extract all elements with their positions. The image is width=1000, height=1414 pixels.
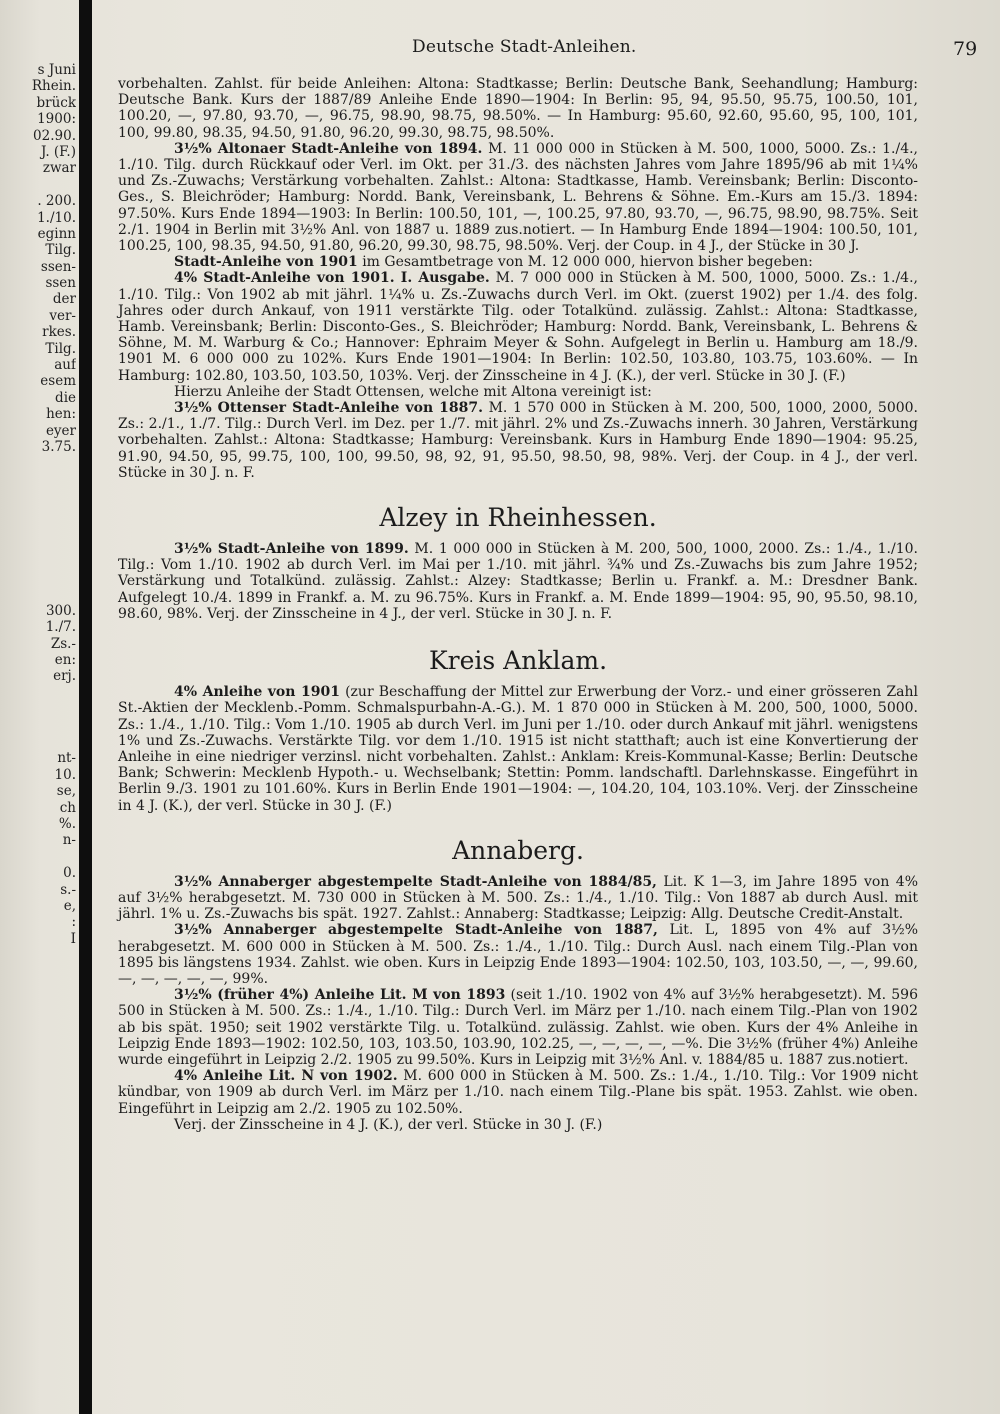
- margin-fragment: 1900:: [37, 111, 76, 128]
- margin-fragment: [0, 505, 76, 521]
- bond-heading: 4% Stadt-Anleihe von 1901. I. Ausgabe.: [174, 270, 490, 287]
- margin-fragment: die: [55, 389, 76, 406]
- section-title-annaberg: Annaberg.: [452, 835, 584, 865]
- paragraph: 4% Anleihe von 1901 (zur Beschaffung der Mittel zur Erwerbung der Vorz.- und einer grösseren Zahl St.-Aktien der Mecklenb.-Pomm. Schmalspurbahn-A.-G.). M. 1 870 000 in Stücken à M. 200, 500, 1000, 5000. Zs.: 1./4., 1./10. Tilg.: Vom 1./10. 1905 ab durch Verl. im Juni per 1./10. oder durch Ankauf mit jährl. wenigstens 1% und Zs.-Zuwachs. Verstärkte Tilg. vor dem 1./10. 1915 ist nicht statthaft; auch ist eine Konvertierung der Anleihe in eine niedriger verzinsl. nicht vorbehalten. Zahlst.: Anklam: Kreis-Kommunal-Kasse; Berlin: Deutsche Bank; Schwerin: Mecklenb Hypoth.- u. Wechselbank; Stettin: Pomm. landschaftl. Darlehnskasse. Eingeführt in Berlin 9./3. 1901 zu 101.60%. Kurs in Berlin Ende 1901—1904: —, 104.20, 104, 103.10%. Verj. der Zinsscheine in 4 J. (K.), der verl. Stücke in 30 J. (F.): [118, 684, 919, 814]
- bond-heading: 3½% Ottenser Stadt-Anleihe von 1887.: [174, 400, 483, 417]
- bond-heading: 3½% Altonaer Stadt-Anleihe von 1894.: [174, 140, 483, 157]
- margin-fragment: [0, 177, 76, 193]
- bond-heading: 3½% Annaberger abgestempelte Stadt-Anleihe von 1887,: [174, 922, 658, 939]
- paragraph: Hierzu Anleihe der Stadt Ottensen, welche mit Altona vereinigt ist:: [174, 383, 652, 400]
- margin-fragment: [0, 701, 76, 717]
- paragraph: 3½% Stadt-Anleihe von 1899. M. 1 000 000 in Stücken à M. 200, 500, 1000, 2000. Zs.: 1./4., 1./10. Tilg.: Vom 1./10. 1902 ab durch Verl. im Mai per 1./10. mit jährl. ¾% und Zs.-Zuwachs bis zum Jahre 1952; Verstärkung und Totalkünd. zulässig. Zahlst.: Alzey: Stadtkasse; Berlin u. Frankf. a. M.: Dresdner Bank. Aufgelegt 10./4. 1899 in Frankf. a. M. zu 96.75%. Kurs in Frankf. a. M. Ende 1899—1904: 95, 90, 95.50, 98.10, 98.60, 98%. Verj. der Zinsscheine in 4 J., der verl. Stücke in 30 J. n. F.: [118, 541, 918, 622]
- margin-fragment: s.-: [60, 881, 76, 898]
- paragraph: Stadt-Anleihe von 1901 im Gesamtbetrage von M. 12 000 000, hiervon bisher begeben:: [174, 254, 813, 271]
- margin-fragment: nt-: [57, 750, 76, 767]
- margin-fragment: 300.: [45, 602, 76, 619]
- previous-page-margin-fragments: [0, 62, 76, 947]
- margin-fragment: I: [70, 930, 76, 947]
- margin-fragment: [0, 472, 76, 488]
- margin-fragment: 1./7.: [45, 619, 76, 636]
- margin-fragment: [0, 587, 76, 603]
- margin-fragment: 3.75.: [41, 438, 76, 455]
- paragraph: 3½% Annaberger abgestempelte Stadt-Anleihe von 1884/85, Lit. K 1—3, im Jahre 1895 von 4% auf 3½% herabgesetzt. M. 730 000 in Stücken à M. 500. Zs.: 1./4., 1./10. Tilg.: Von 1887 ab durch Ausl. mit jährl. 1% u. Zs.-Zuwachs bis spät. 1927. Zahlst.: Annaberg: Stadtkasse; Leipzig: Allg. Deutsche Credit-Anstalt.: [118, 873, 919, 923]
- bond-heading: 4% Anleihe Lit. N von 1902.: [174, 1068, 398, 1085]
- margin-fragment: [0, 718, 76, 734]
- section-title-alzey: Alzey in Rheinhessen.: [379, 503, 657, 533]
- paragraph: 4% Anleihe Lit. N von 1902. M. 600 000 in Stücken à M. 500. Zs.: 1./4., 1./10. Tilg.: Vor 1909 nicht kündbar, von 1909 ab durch Verl. im März per 1./10. nach einem Tilg.-Plane bis spät. 1953. Zahlst. wie oben. Eingeführt in Leipzig am 2./2. 1905 zu 102.50%.: [118, 1068, 919, 1117]
- margin-fragment: [0, 685, 76, 701]
- margin-fragment: erj.: [53, 668, 76, 685]
- margin-fragment: hen:: [46, 406, 76, 423]
- paragraph: Verj. der Zinsscheine in 4 J. (K.), der verl. Stücke in 30 J. (F.): [174, 1116, 603, 1133]
- bond-heading: 4% Anleihe von 1901: [174, 684, 340, 701]
- paragraph: 3½% Annaberger abgestempelte Stadt-Anleihe von 1887, Lit. L, 1895 von 4% auf 3½% herabgesetzt. M. 600 000 in Stücken à M. 500. Zs.: 1./4., 1./10. Tilg.: Durch Ausl. nach einem Tilg.-Plan von 1895 bis längstens 1934. Zahlst. wie oben. Kurs in Leipzig Ende 1893—1904: 102.50, 103, 103.50, —, —, 99.60, —, —, —, —, —, 99%.: [118, 922, 918, 987]
- section-title-kreis-anklam: Kreis Anklam.: [428, 646, 608, 676]
- margin-fragment: Tilg.: [45, 340, 76, 357]
- margin-fragment: auf: [54, 357, 76, 374]
- margin-fragment: Rhein.: [31, 78, 76, 95]
- margin-fragment: s Juni: [37, 62, 76, 78]
- margin-fragment: 1./10.: [37, 209, 76, 226]
- margin-fragment: . 200.: [37, 193, 76, 210]
- margin-fragment: esem: [40, 373, 76, 390]
- margin-fragment: Tilg.: [45, 242, 76, 259]
- paragraph: 4% Stadt-Anleihe von 1901. I. Ausgabe. M. 7 000 000 in Stücken à M. 500, 1000, 5000. Zs.: 1./4., 1./10. Tilg.: Von 1902 ab mit jährl. 1¼% u. Zs.-Zuwachs durch Verl. im Okt. (zuerst 1902) per 1./4. des folg. Jahres oder durch Ankauf, von 1911 verstärkte Tilg. oder Totalkünd. zulässig. Zahlst.: Altona: Stadtkasse, Hamb. Vereinsbank; Berlin: Disconto-Ges., S. Bleichröder; Hamburg: Nordd. Bank, Vereinsbank, L. Behrens & Söhne, M. M. Warburg & Co.; Hannover: Ephraim Meyer & Sohn. Aufgelegt in Berlin u. Hamburg am 18./9. 1901 M. 6 000 000 zu 102%. Kurs Ende 1901—1904: In Berlin: 102.50, 103.80, 103.75, 103.60%. — In Hamburg: 102.80, 103.50, 103.50, 103%. Verj. der Zinsscheine in 4 J. (K.), der verl. Stücke in 30 J. (F.): [118, 270, 918, 384]
- margin-fragment: zwar: [42, 160, 76, 177]
- margin-fragment: :: [71, 914, 76, 931]
- book-gutter-shadow: [79, 0, 92, 1414]
- margin-fragment: J. (F.): [40, 143, 76, 160]
- margin-fragment: se,: [56, 783, 76, 800]
- margin-fragment: ssen-: [40, 258, 76, 275]
- margin-fragment: brück: [36, 94, 76, 111]
- paragraph: vorbehalten. Zahlst. für beide Anleihen: Altona: Stadtkasse; Berlin: Deutsche Bank, Seehandlung; Hamburg: Deutsche Bank. Kurs der 1887/89 Anleihe Ende 1890—1904: In Berlin: 95, 94, 95.50, 95.75, 100.50, 101, 100.20, —, 97.80, 93.70, —, 96.75, 98.90, 98.75, 98.50%. — In Hamburg: 95.60, 92.60, 95.60, 95, 100, 101, 100, 99.80, 98.35, 94.50, 91.80, 96.20, 99.30, 98.75, 98.50%.: [118, 76, 918, 141]
- page-number: 79: [953, 38, 978, 60]
- margin-fragment: [0, 554, 76, 570]
- margin-fragment: ch: [59, 799, 76, 816]
- margin-fragment: [0, 849, 76, 865]
- main-text-column: [118, 76, 918, 1133]
- margin-fragment: ver-: [49, 307, 76, 324]
- margin-fragment: eyer: [45, 422, 76, 439]
- margin-fragment: [0, 488, 76, 504]
- margin-fragment: Zs.-: [50, 635, 76, 652]
- margin-fragment: 02.90.: [33, 127, 76, 144]
- bond-heading: 3½% Annaberger abgestempelte Stadt-Anleihe von 1884/85,: [174, 873, 657, 890]
- paragraph: 3½% Altonaer Stadt-Anleihe von 1894. M. 11 000 000 in Stücken à M. 500, 1000, 5000. Zs.: 1./4., 1./10. Tilg. durch Rückkauf oder Verl. im Okt. per 31./3. des nächsten Jahres vom Jahre 1895/96 ab mit 1¼% und Zs.-Zuwachs; Verstärkung vorbehalten. Zahlst.: Altona: Stadtkasse, Hamb. Vereinsbank; Berlin: Disconto-Ges., S. Bleichröder; Hamburg: Nordd. Bank, Vereinsbank, L. Behrens & Söhne. Em.-Kurs am 15./3. 1894: 97.50%. Kurs Ende 1894—1903: In Berlin: 100.50, 101, —, 100.25, 97.80, 93.70, —, 96.75, 98.90, 98.75%. Seit 2./1. 1904 in Berlin mit 3½% Anl. von 1887 u. 1889 zus.notiert. — In Hamburg Ende 1894—1904: 100.50, 101, 100.25, 100, 98.35, 94.50, 91.80, 96.20, 99.30, 98.75, 98.50%. Verj. der Coup. in 4 J., der Stücke in 30 J.: [118, 140, 919, 255]
- margin-fragment: e,: [63, 897, 76, 914]
- bond-heading: 3½% (früher 4%) Anleihe Lit. M von 1893: [174, 987, 506, 1004]
- margin-fragment: eginn: [37, 225, 76, 242]
- margin-fragment: [0, 455, 76, 471]
- paragraph: 3½% (früher 4%) Anleihe Lit. M von 1893 (seit 1./10. 1902 von 4% auf 3½% herabgesetzt). M. 596 500 in Stücken à M. 500. Zs.: 1./4., 1./10. Tilg.: Durch Verl. im März per 1./10. nach einem Tilg.-Plan von 1902 ab bis spät. 1950; seit 1902 verstärkte Tilg. u. Totalkünd. zulässig. Zahlst. wie oben. Kurs der 4% Anleihe in Leipzig Ende 1893—1902: 102.50, 103, 103.50, 103.90, 102.25, —, —, —, —, —%. Die 3½% (früher 4%) Anleihe wurde eingeführt in Leipzig 2./2. 1905 zu 99.50%. Kurs in Leipzig mit 3½% Anl. v. 1884/85 u. 1887 zus.notiert.: [118, 987, 918, 1068]
- margin-fragment: [0, 570, 76, 586]
- margin-fragment: 0.: [63, 865, 76, 882]
- margin-fragment: der: [52, 291, 76, 308]
- margin-fragment: ssen: [45, 275, 76, 292]
- margin-fragment: %.: [58, 815, 76, 832]
- margin-fragment: [0, 734, 76, 750]
- bond-heading: 3½% Stadt-Anleihe von 1899.: [174, 541, 409, 558]
- margin-fragment: rkes.: [42, 324, 76, 341]
- margin-fragment: en:: [54, 652, 76, 669]
- margin-fragment: [0, 521, 76, 537]
- running-header: Deutsche Stadt-Anleihen.: [412, 37, 637, 57]
- bond-heading: Stadt-Anleihe von 1901: [174, 254, 358, 271]
- paragraph: 3½% Ottenser Stadt-Anleihe von 1887. M. 1 570 000 in Stücken à M. 200, 500, 1000, 2000, 5000. Zs.: 2./1., 1./7. Tilg.: Durch Verl. im Dez. per 1./7. mit jährl. 2% und Zs.-Zuwachs innerh. 30 Jahren, Verstärkung vorbehalten. Zahlst.: Altona: Stadtkasse; Hamburg: Vereinsbank. Kurs in Hamburg Ende 1890—1904: 95.25, 91.90, 94.50, 95, 99.75, 100, 100, 99.50, 98, 92, 91, 95.50, 98.50, 98, 98%. Verj. der Coup. in 4 J., der verl. Stücke in 30 J. n. F.: [118, 400, 918, 481]
- margin-fragment: 10.: [54, 766, 76, 783]
- margin-fragment: n-: [62, 832, 76, 849]
- margin-fragment: [0, 537, 76, 553]
